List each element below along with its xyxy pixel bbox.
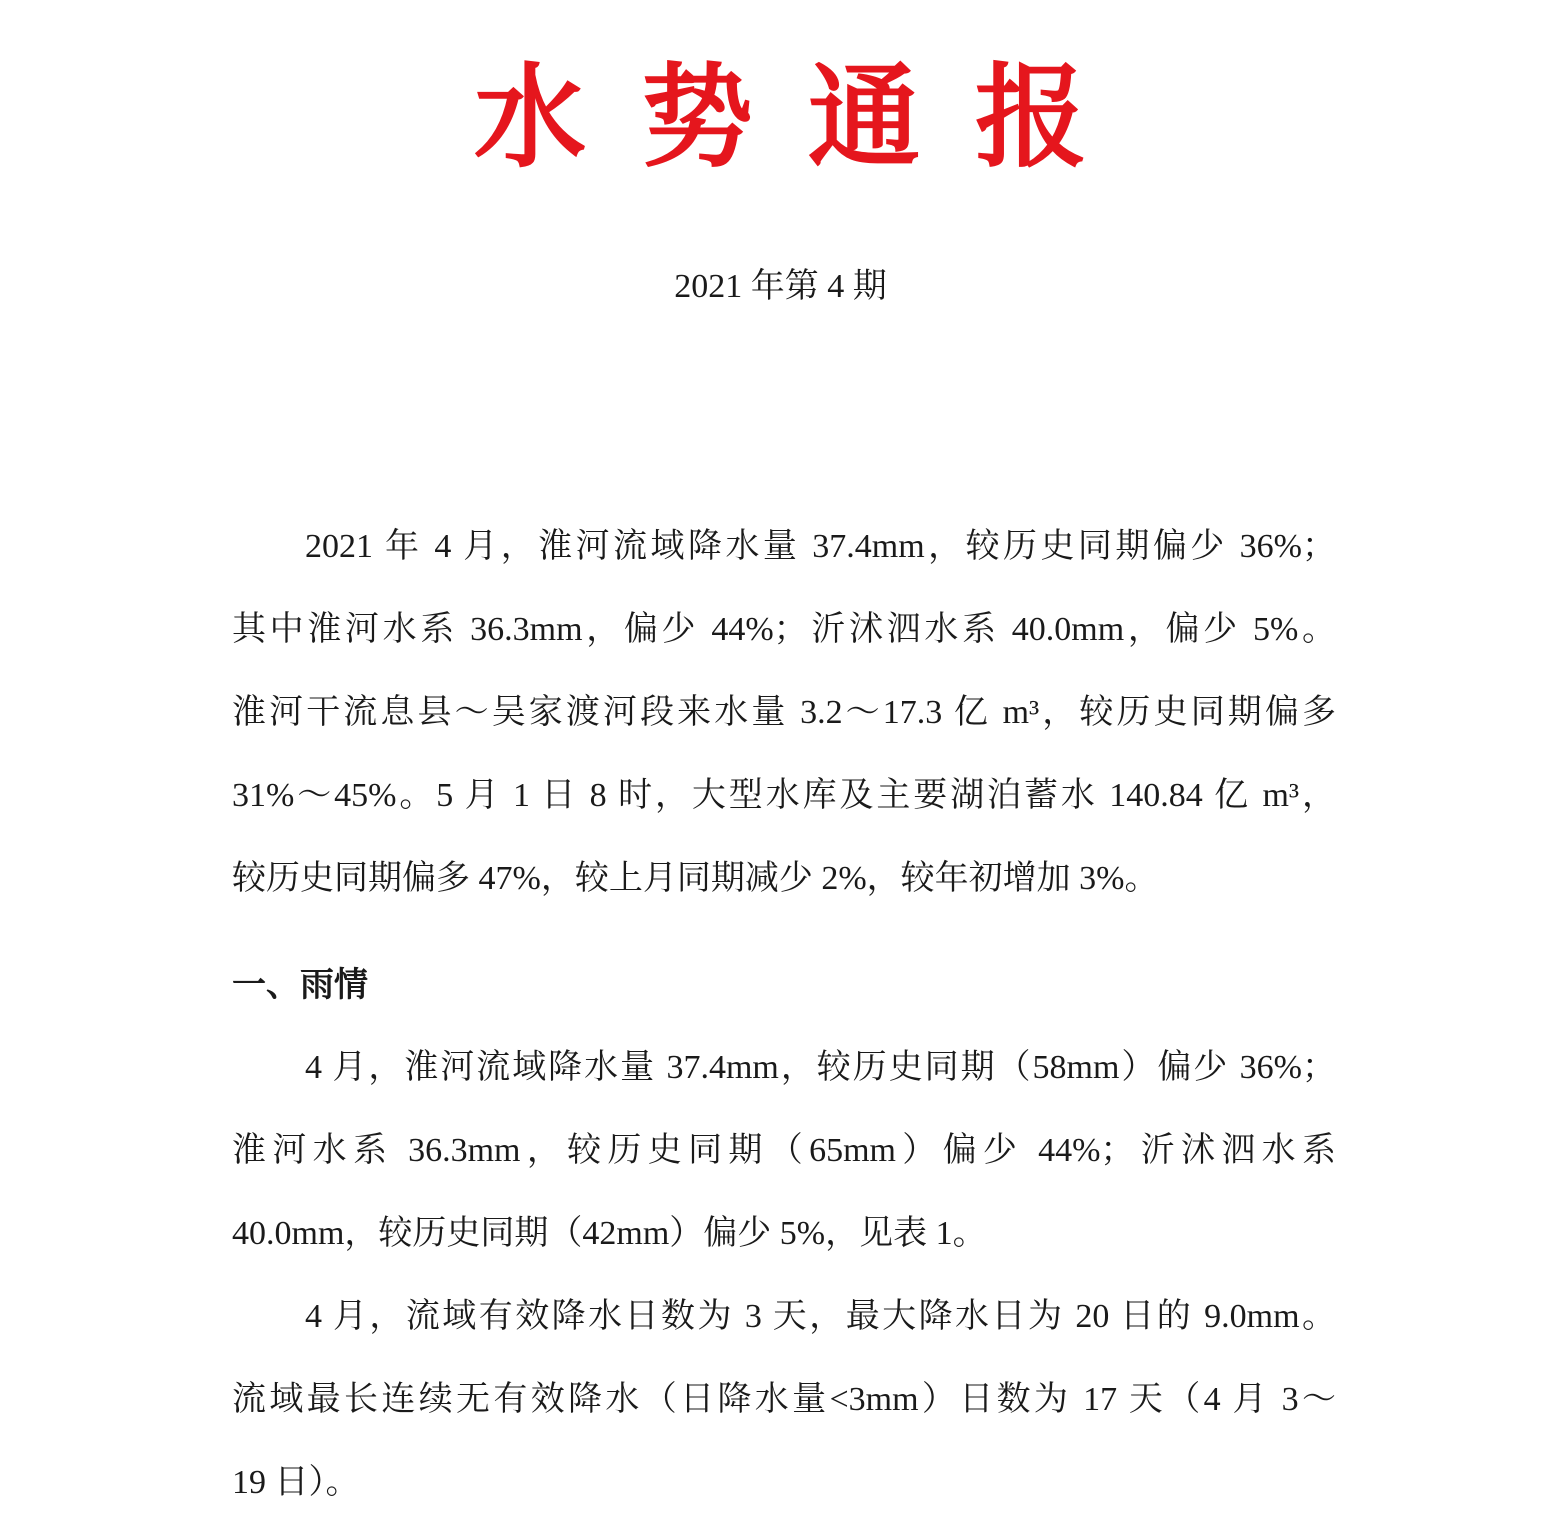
section-rainfall [232,955,1336,1513]
bulletin-body [232,517,1336,1513]
paragraph-line: 19 日）。 [232,1464,360,1501]
paragraph-line: 其中淮河水系 36.3mm，偏少 44%；沂沭泗水系 40.0mm，偏少 5%。 [232,611,1336,648]
section-heading: 一、雨情 [232,965,368,1005]
paragraph-line: 4 月，淮河流域降水量 37.4mm，较历史同期（58mm）偏少 36%； [305,1049,1336,1086]
intro-paragraph [232,517,1336,909]
paragraph-line: 2021 年 4 月，淮河流域降水量 37.4mm，较历史同期偏少 36%； [305,528,1336,565]
rainfall-days-paragraph [232,1287,1336,1513]
paragraph-line: 较历史同期偏多 47%，较上月同期减少 2%，较年初增加 3%。 [232,860,1159,897]
paragraph-line: 31%～45%。5 月 1 日 8 时，大型水库及主要湖泊蓄水 140.84 亿 m³， [232,777,1336,814]
bulletin-title: 水势通报 [474,53,1142,183]
rainfall-paragraph [232,1038,1336,1264]
paragraph-line: 淮河干流息县～吴家渡河段来水量 3.2～17.3 亿 m³，较历史同期偏多 [232,694,1336,731]
paragraph-line: 40.0mm，较历史同期（42mm）偏少 5%，见表 1。 [232,1215,987,1252]
paragraph-line: 淮河水系 36.3mm，较历史同期（65mm）偏少 44%；沂沭泗水系 [232,1132,1336,1169]
issue-number: 2021 年第 4 期 [674,268,887,305]
paragraph-line: 流域最长连续无有效降水（日降水量<3mm）日数为 17 天（4 月 3～ [232,1381,1336,1418]
paragraph-line: 4 月，流域有效降水日数为 3 天，最大降水日为 20 日的 9.0mm。 [305,1298,1336,1335]
